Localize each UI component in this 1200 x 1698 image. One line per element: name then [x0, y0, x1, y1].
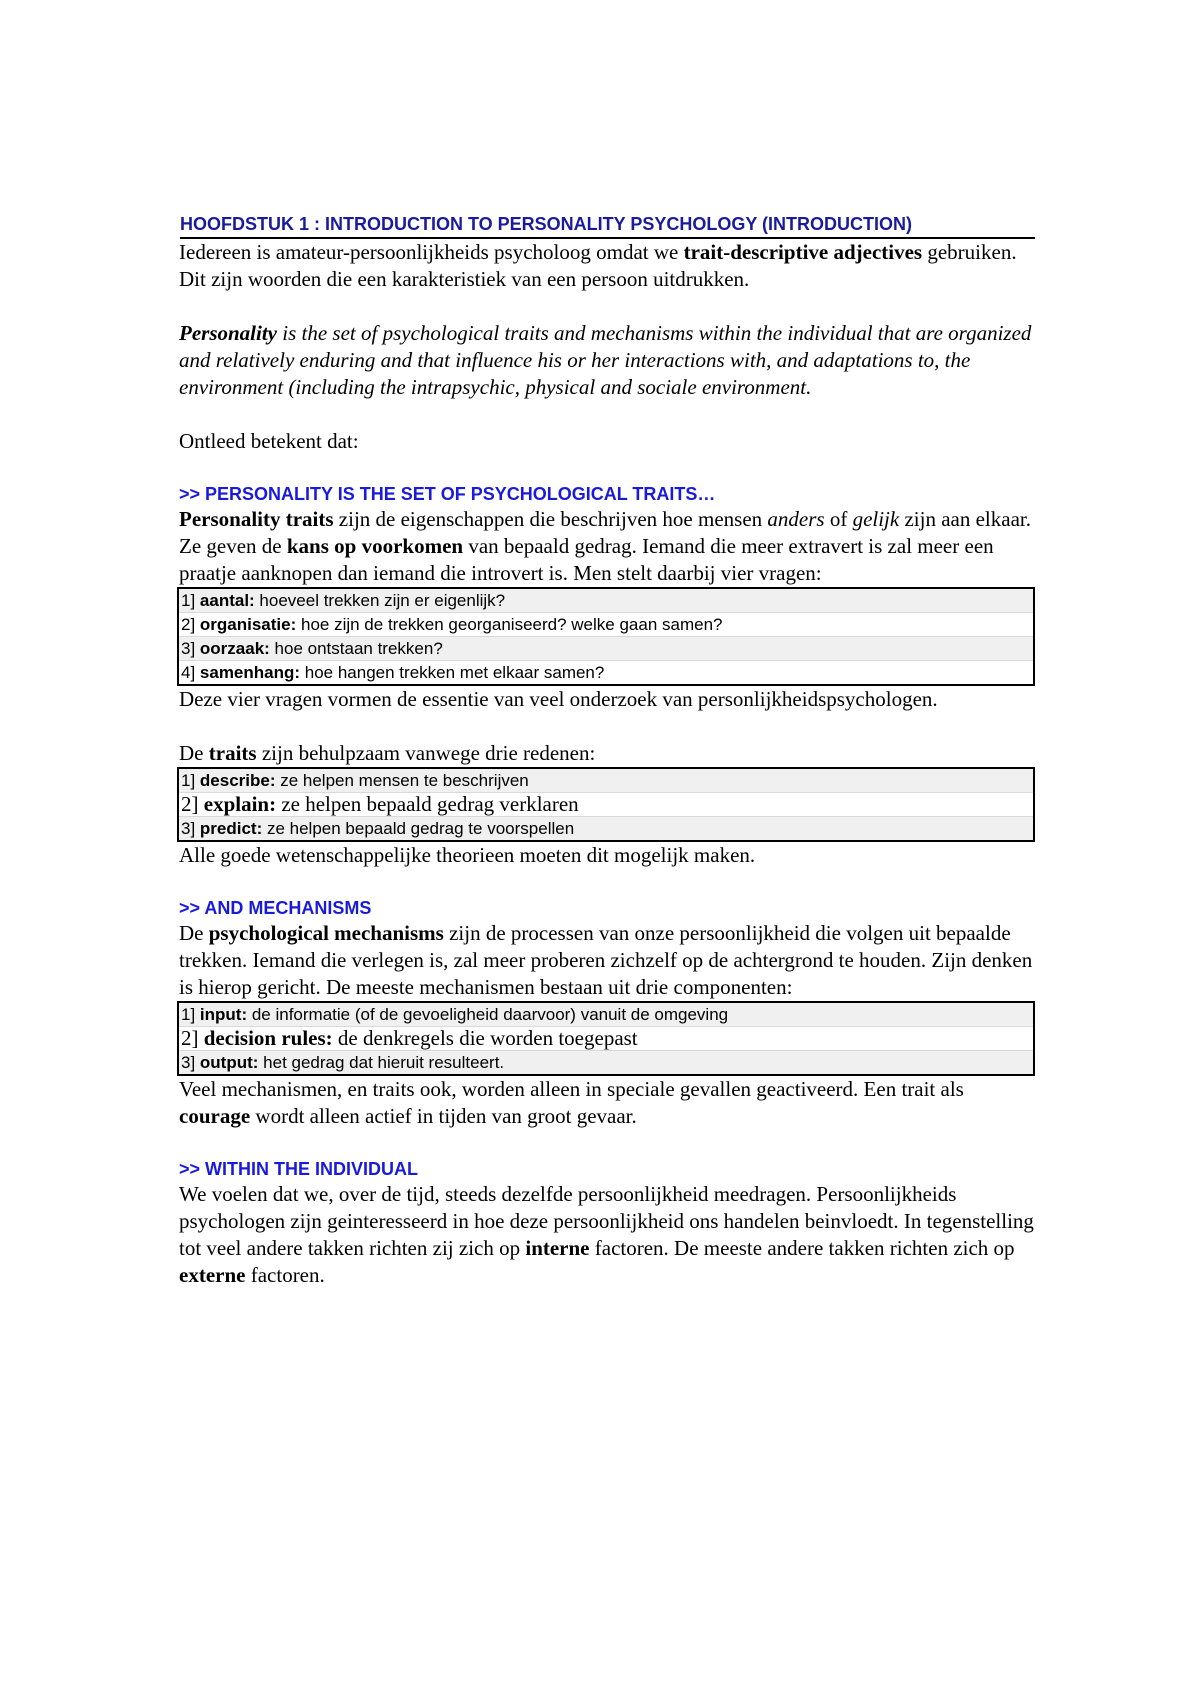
section-heading-traits: >> PERSONALITY IS THE SET OF PSYCHOLOGICAL TRAITS…: [179, 484, 716, 504]
traits-text-3: zijn aan elkaar. Ze geven de: [179, 507, 1031, 558]
question-row: [179, 660, 1033, 684]
mechanisms-after-text-1: Veel mechanismen, en traits ook, worden alleen in speciale gevallen geactiveerd. Een trait als: [179, 1077, 964, 1101]
individual-text-2: factoren. De meeste andere takken richten zich op: [589, 1236, 1015, 1260]
reason-num: 3]: [181, 819, 200, 838]
mechanisms-paragraph: [179, 920, 1035, 1001]
component-key: input:: [199, 1005, 248, 1024]
mechanisms-after-text-2: wordt alleen actief in tijden van groot gevaar.: [250, 1104, 637, 1128]
reason-text: ze helpen mensen te beschrijven: [275, 771, 529, 790]
questions-after-paragraph: Deze vier vragen vormen de essentie van veel onderzoek van personlijkheidspsychologen.: [179, 687, 938, 711]
traits-text-2: of: [824, 507, 853, 531]
traits-bold-kans: kans op voorkomen: [286, 534, 464, 558]
individual-bold-externe: externe: [179, 1263, 246, 1287]
individual-text-3: factoren.: [245, 1263, 325, 1287]
traits-paragraph: [179, 506, 1035, 587]
individual-paragraph: [179, 1181, 1035, 1289]
reason-row: [179, 792, 1033, 816]
reason-num: 2]: [181, 792, 204, 816]
reasons-box: [177, 767, 1035, 842]
questions-box: [177, 587, 1035, 686]
question-num: 3]: [181, 639, 200, 658]
components-box: [177, 1001, 1035, 1076]
reason-key: describe:: [199, 771, 276, 790]
component-text: de denkregels die worden toegepast: [332, 1026, 638, 1050]
reasons-intro: [179, 740, 1035, 767]
mechanisms-text-1: De: [179, 921, 209, 945]
reasons-after-paragraph: Alle goede wetenschappelijke theorieen moeten dit mogelijk maken.: [179, 843, 756, 867]
question-row: [179, 636, 1033, 660]
section-heading-mechanisms: >> AND MECHANISMS: [179, 898, 372, 918]
individual-text-1: We voelen dat we, over de tijd, steeds dezelfde persoonlijkheid meedragen. Persoonlijkheids psychologen zijn geinteresseerd in hoe deze persoonlijkheid ons handelen beinvloedt. In tegenstelling tot veel andere takken richten zij zich op: [179, 1182, 1034, 1260]
ontleed-line: Ontleed betekent dat:: [179, 429, 359, 453]
question-row: [179, 612, 1033, 636]
question-num: 2]: [181, 615, 200, 634]
reason-row: [179, 769, 1033, 792]
component-key: output:: [199, 1053, 259, 1072]
individual-bold-interne: interne: [525, 1236, 590, 1260]
chapter-title: HOOFDSTUK 1 : INTRODUCTION TO PERSONALITY PSYCHOLOGY (INTRODUCTION): [180, 212, 1035, 239]
reasons-text-1: De: [179, 741, 209, 765]
question-key: oorzaak:: [199, 639, 270, 658]
question-num: 4]: [181, 663, 200, 682]
mechanisms-after-paragraph: [179, 1076, 1035, 1130]
reasons-bold-traits: traits: [208, 741, 257, 765]
question-text: hoe ontstaan trekken?: [269, 639, 443, 658]
traits-text-1: zijn de eigenschappen die beschrijven hoe mensen: [333, 507, 768, 531]
component-row: [179, 1003, 1033, 1026]
reasons-text-2: zijn behulpzaam vanwege drie redenen:: [256, 741, 596, 765]
traits-text-4: van bepaald gedrag. Iemand die meer extravert is zal meer een praatje aanknopen dan iemand die introvert is. Men stelt daarbij vier vragen:: [179, 534, 994, 585]
component-num: 3]: [181, 1053, 200, 1072]
intro-paragraph: [179, 239, 1035, 293]
traits-italic-anders: anders: [767, 507, 825, 531]
definition-bold-term: Personality: [179, 321, 277, 345]
question-num: 1]: [181, 591, 200, 610]
question-key: organisatie:: [199, 615, 297, 634]
definition-text: is the set of psychological traits and mechanisms within the individual that are organized and relatively enduring and that influence his or her interactions with, and adaptations to, the environment (including the intrapsychic, physical and sociale environment.: [179, 321, 1032, 399]
component-text: het gedrag dat hieruit resulteert.: [258, 1053, 505, 1072]
question-text: hoe zijn de trekken georganiseerd? welke gaan samen?: [296, 615, 723, 634]
mechanisms-text-2: zijn de processen van onze persoonlijkheid die volgen uit bepaalde trekken. Iemand die verlegen is, zal meer proberen zichzelf op de achtergrond te houden. Zijn denken is hierop gericht. De meeste mechanismen bestaan uit drie componenten:: [179, 921, 1033, 999]
section-heading-individual: >> WITHIN THE INDIVIDUAL: [179, 1159, 419, 1179]
intro-text-1: Iedereen is amateur-persoonlijkheids psycholoog omdat we: [179, 240, 684, 264]
component-num: 2]: [181, 1026, 204, 1050]
traits-bold-term: Personality traits: [179, 507, 334, 531]
question-text: hoe hangen trekken met elkaar samen?: [300, 663, 605, 682]
question-row: [179, 589, 1033, 612]
definition-paragraph: [179, 320, 1035, 401]
question-text: hoeveel trekken zijn er eigenlijk?: [254, 591, 506, 610]
reason-text: ze helpen bepaald gedrag te voorspellen: [262, 819, 575, 838]
mechanisms-bold-term: psychological mechanisms: [208, 921, 444, 945]
reason-text: ze helpen bepaald gedrag verklaren: [276, 792, 579, 816]
component-num: 1]: [181, 1005, 200, 1024]
reason-key: explain:: [203, 792, 277, 816]
component-key: decision rules:: [203, 1026, 333, 1050]
document-content: [179, 212, 1035, 1289]
intro-bold-term: trait-descriptive adjectives: [683, 240, 923, 264]
component-row: [179, 1050, 1033, 1074]
question-key: aantal:: [199, 591, 255, 610]
component-row: [179, 1026, 1033, 1050]
reason-num: 1]: [181, 771, 200, 790]
question-key: samenhang:: [199, 663, 301, 682]
reason-key: predict:: [199, 819, 263, 838]
mechanisms-bold-courage: courage: [179, 1104, 251, 1128]
intro-text-2: gebruiken. Dit zijn woorden die een karakteristiek van een persoon uitdrukken.: [179, 240, 1017, 291]
component-text: de informatie (of de gevoeligheid daarvoor) vanuit de omgeving: [247, 1005, 729, 1024]
reason-row: [179, 816, 1033, 840]
traits-italic-gelijk: gelijk: [852, 507, 900, 531]
